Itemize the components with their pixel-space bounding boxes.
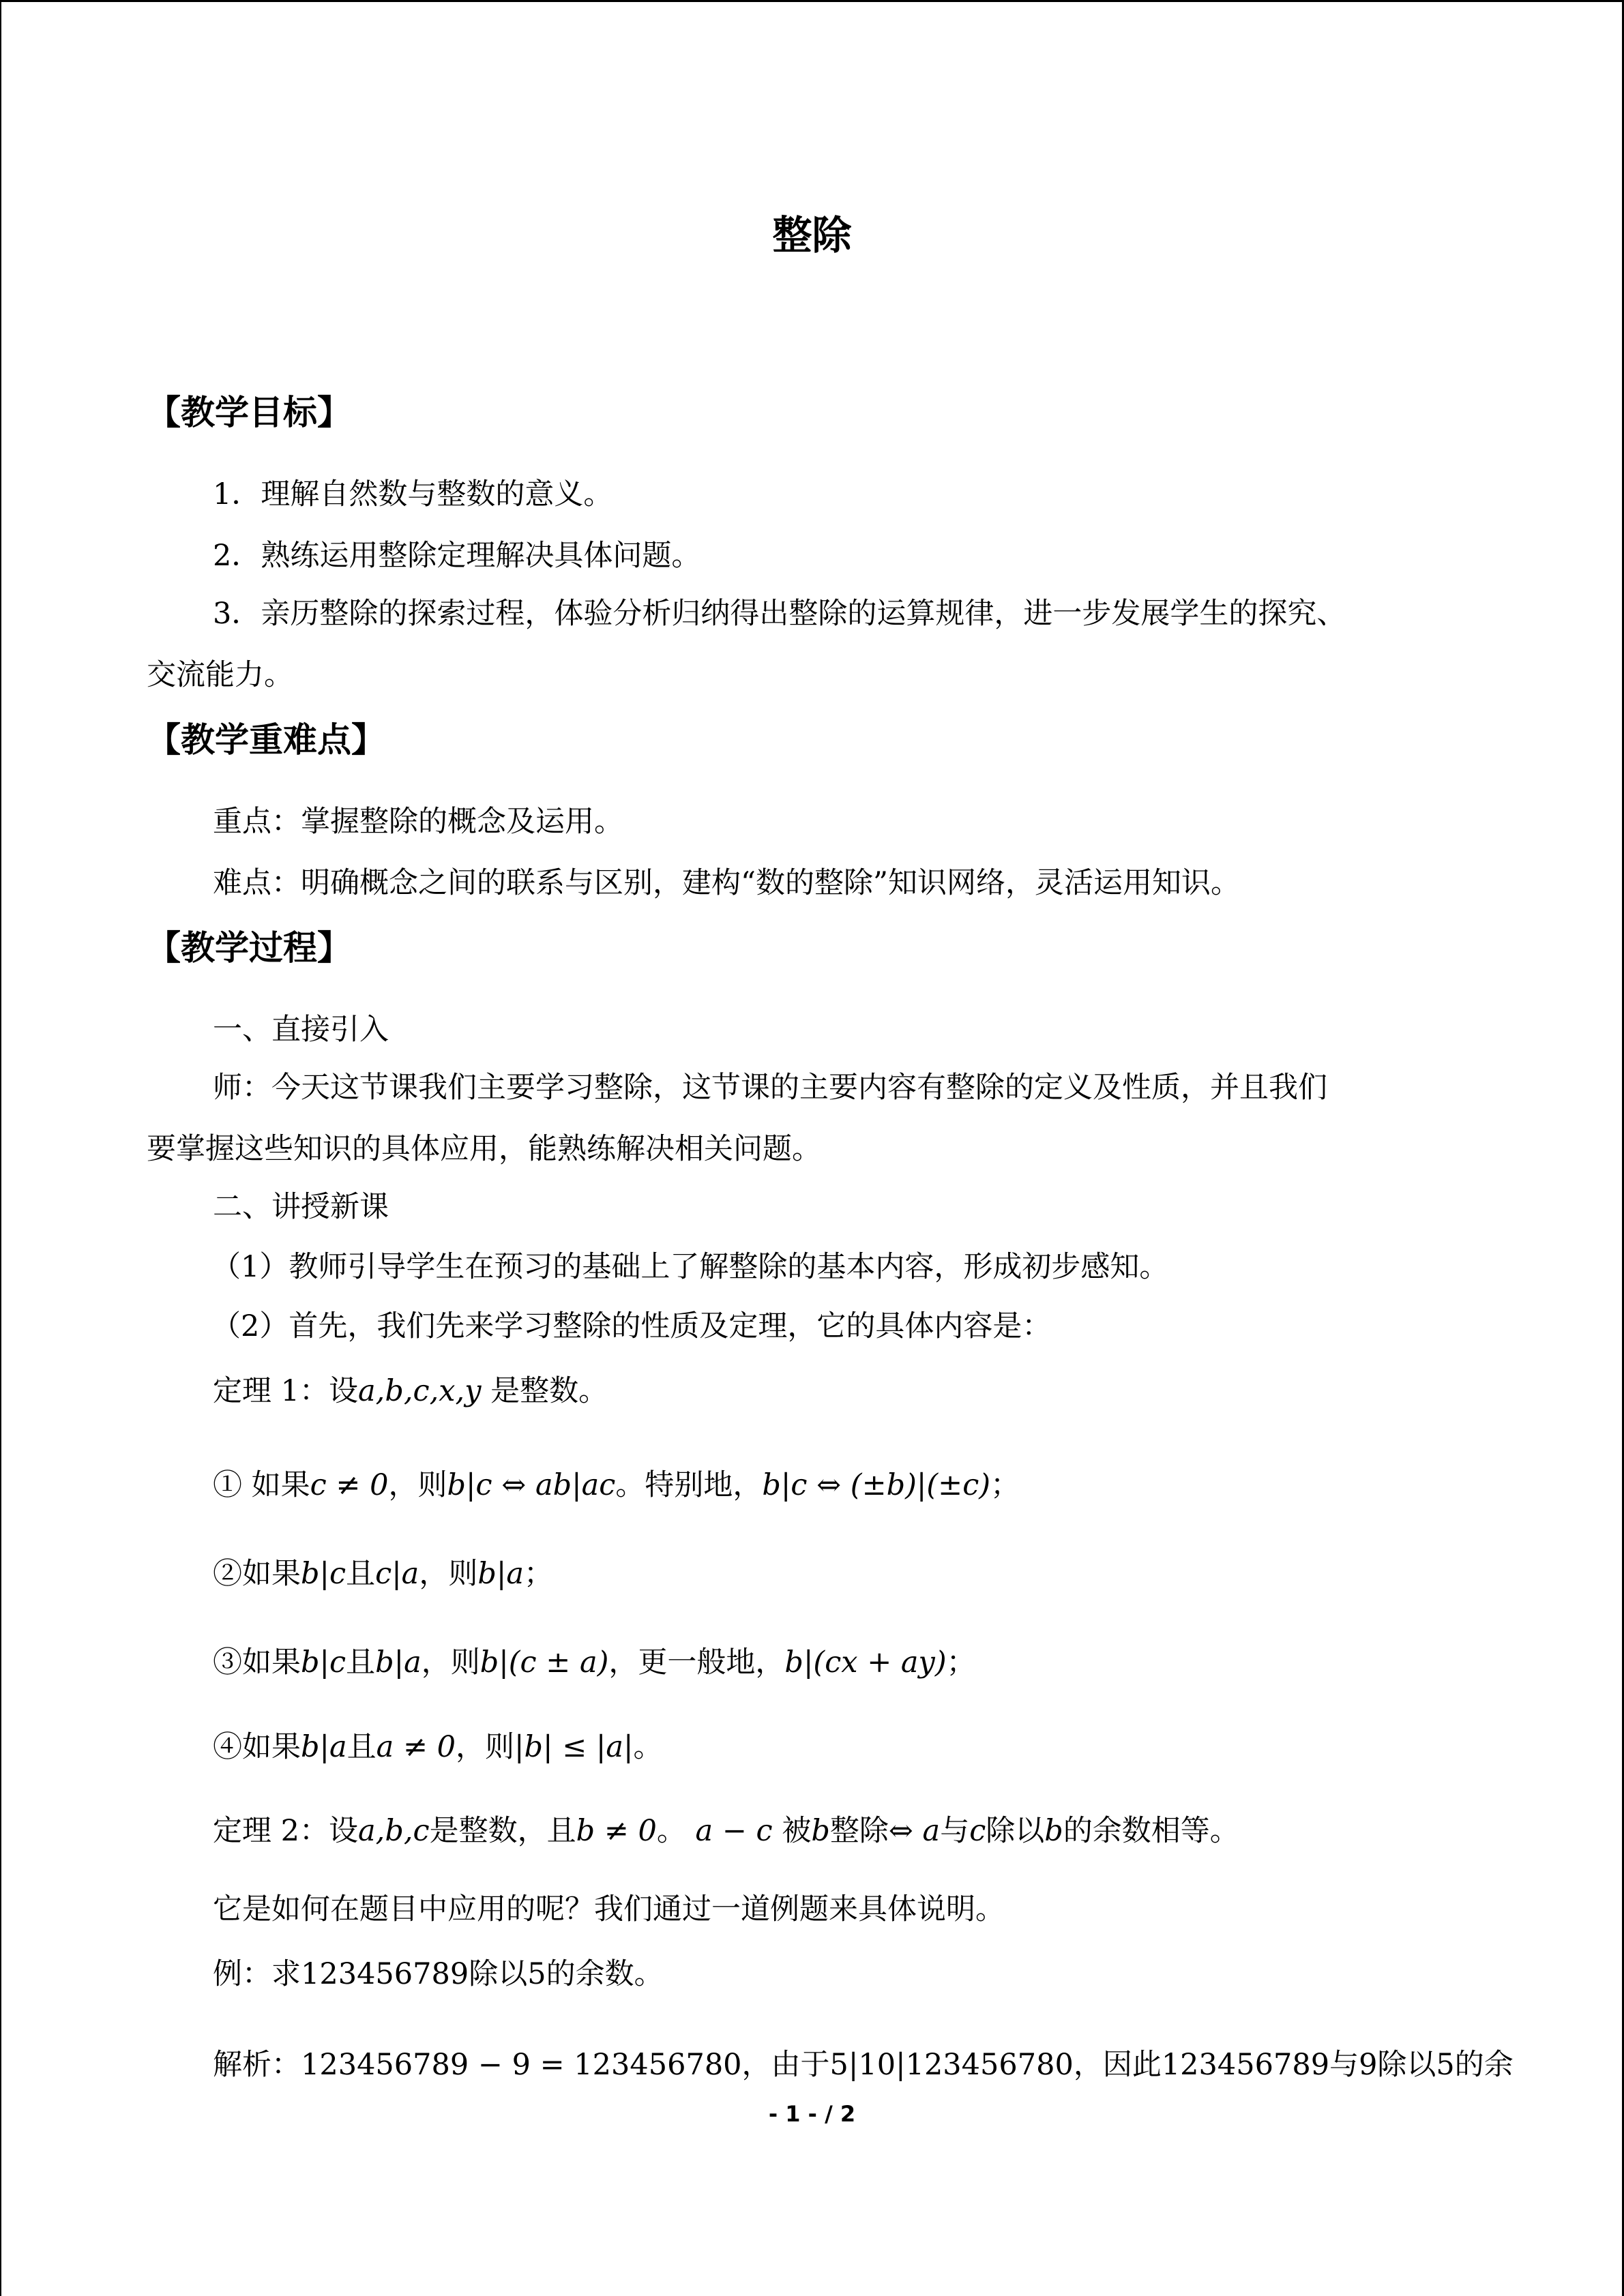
math: b|c bbox=[301, 1645, 346, 1680]
math: b|a bbox=[301, 1730, 347, 1764]
heading-key-points: 【教学重难点】 bbox=[147, 720, 385, 760]
process-item-1: （1）教师引导学生在预习的基础上了解整除的基本内容，形成初步感知。 bbox=[211, 1250, 1169, 1284]
math: c ≠ 0 bbox=[310, 1468, 389, 1502]
text: 是整数，且 bbox=[429, 1814, 576, 1848]
math: |b| ≤ |a| bbox=[514, 1730, 634, 1764]
process-step-1: 一、直接引入 bbox=[213, 1013, 389, 1047]
text: 整除 bbox=[829, 1814, 889, 1848]
text: 的余数相等。 bbox=[1063, 1814, 1239, 1848]
math: 5|10|123456780 bbox=[829, 2048, 1074, 2082]
text: ，更一般地， bbox=[608, 1645, 785, 1680]
text: ，则 bbox=[388, 1468, 447, 1502]
text: 除以 bbox=[469, 1957, 528, 1991]
text: ④如果 bbox=[213, 1730, 301, 1764]
process-item-2: （2）首先，我们先来学习整除的性质及定理，它的具体内容是： bbox=[211, 1309, 1052, 1343]
theorem-2-statement bbox=[213, 1810, 1239, 1851]
teacher-intro-line-2: 要掌握这些知识的具体应用，能熟练解决相关问题。 bbox=[147, 1132, 821, 1166]
text: 解析： bbox=[213, 2048, 301, 2082]
math: a − c bbox=[695, 1814, 773, 1848]
text: ，则 bbox=[421, 1645, 480, 1680]
difficult-point: 难点：明确概念之间的联系与区别，建构“数的整除”知识网络，灵活运用知识。 bbox=[213, 866, 1240, 900]
math: ⇔ a bbox=[888, 1814, 941, 1848]
page-left-border bbox=[0, 0, 1, 2296]
process-step-2: 二、讲授新课 bbox=[213, 1190, 389, 1224]
math: b|c ⇔ (±b)|(±c) bbox=[762, 1468, 991, 1502]
text: 定理 2：设 bbox=[213, 1814, 359, 1848]
math: a,b,c bbox=[358, 1814, 430, 1848]
text: ，则 bbox=[456, 1730, 515, 1764]
goal-2: 2．熟练运用整除定理解决具体问题。 bbox=[213, 539, 701, 573]
theorem-1-tail: 是整数。 bbox=[490, 1374, 608, 1408]
number: 9 bbox=[1359, 2048, 1378, 2082]
goal-3-line-2: 交流能力。 bbox=[147, 658, 293, 692]
teacher-intro-line-1: 师：今天这节课我们主要学习整除，这节课的主要内容有整除的定义及性质，并且我们 bbox=[213, 1071, 1327, 1105]
text: 除以 bbox=[986, 1814, 1045, 1848]
text: ； bbox=[946, 1645, 976, 1680]
text: 且 bbox=[346, 1730, 377, 1764]
application-intro: 它是如何在题目中应用的呢？我们通过一道例题来具体说明。 bbox=[213, 1892, 1005, 1926]
math: b|c bbox=[301, 1557, 346, 1591]
math: c bbox=[969, 1814, 986, 1848]
math: b bbox=[1044, 1814, 1063, 1848]
text: 例：求 bbox=[213, 1957, 301, 1991]
document-title: 整除 bbox=[772, 212, 852, 258]
page-top-border bbox=[0, 0, 1624, 2]
text: 的余数。 bbox=[546, 1957, 664, 1991]
solution-line bbox=[213, 2044, 1514, 2085]
example-statement bbox=[213, 1954, 664, 1995]
theorem-1-lead: 定理 1：设 bbox=[213, 1374, 359, 1408]
text: ，由于 bbox=[741, 2048, 830, 2082]
page-number: - 1 - / 2 bbox=[768, 2101, 856, 2127]
text: ，则 bbox=[419, 1557, 478, 1591]
theorem-1-vars: a,b,c,x,y bbox=[358, 1374, 482, 1408]
theorem-1-item-1 bbox=[213, 1465, 1020, 1506]
heading-teaching-process: 【教学过程】 bbox=[147, 928, 351, 968]
text: 。 bbox=[633, 1730, 663, 1764]
goal-1: 1．理解自然数与整数的意义。 bbox=[213, 477, 613, 511]
text: ，因此 bbox=[1073, 2048, 1162, 2082]
text: 与 bbox=[1329, 2048, 1359, 2082]
goal-3-line-1: 3．亲历整除的探索过程，体验分析归纳得出整除的运算规律，进一步发展学生的探究、 bbox=[213, 597, 1346, 631]
text: 且 bbox=[346, 1557, 376, 1591]
math: b|(cx + ay) bbox=[784, 1645, 947, 1680]
key-point: 重点：掌握整除的概念及运用。 bbox=[213, 805, 623, 839]
text: 除以 bbox=[1377, 2048, 1436, 2082]
text: ②如果 bbox=[213, 1557, 301, 1591]
text: 。 bbox=[656, 1814, 686, 1848]
text: ③如果 bbox=[213, 1645, 301, 1680]
math: c|a bbox=[375, 1557, 419, 1591]
text: 与 bbox=[940, 1814, 970, 1848]
math: b ≠ 0 bbox=[576, 1814, 657, 1848]
theorem-1-item-2 bbox=[213, 1553, 553, 1594]
math: b|c ⇔ ab|ac bbox=[447, 1468, 616, 1502]
number: 123456789 bbox=[1161, 2048, 1330, 2082]
text: ； bbox=[990, 1468, 1020, 1502]
math: a ≠ 0 bbox=[376, 1730, 456, 1764]
text: ； bbox=[523, 1557, 553, 1591]
math: b|(c ± a) bbox=[479, 1645, 609, 1680]
text: ① 如果 bbox=[213, 1468, 310, 1502]
text: 的余 bbox=[1454, 2048, 1514, 2082]
math: b|a bbox=[477, 1557, 524, 1591]
number: 5 bbox=[527, 1957, 546, 1991]
theorem-1-item-3 bbox=[213, 1642, 976, 1683]
text: 。特别地， bbox=[615, 1468, 763, 1502]
math: b|a bbox=[375, 1645, 422, 1680]
number: 5 bbox=[1436, 2048, 1455, 2082]
number: 123456789 bbox=[301, 1957, 469, 1991]
text: 被 bbox=[782, 1814, 812, 1848]
theorem-1-item-4 bbox=[213, 1727, 663, 1768]
math: 123456789 − 9 = 123456780 bbox=[301, 2048, 742, 2082]
text: 且 bbox=[346, 1645, 376, 1680]
theorem-1-statement bbox=[213, 1371, 608, 1412]
math: b bbox=[811, 1814, 830, 1848]
heading-teaching-goals: 【教学目标】 bbox=[147, 393, 351, 432]
